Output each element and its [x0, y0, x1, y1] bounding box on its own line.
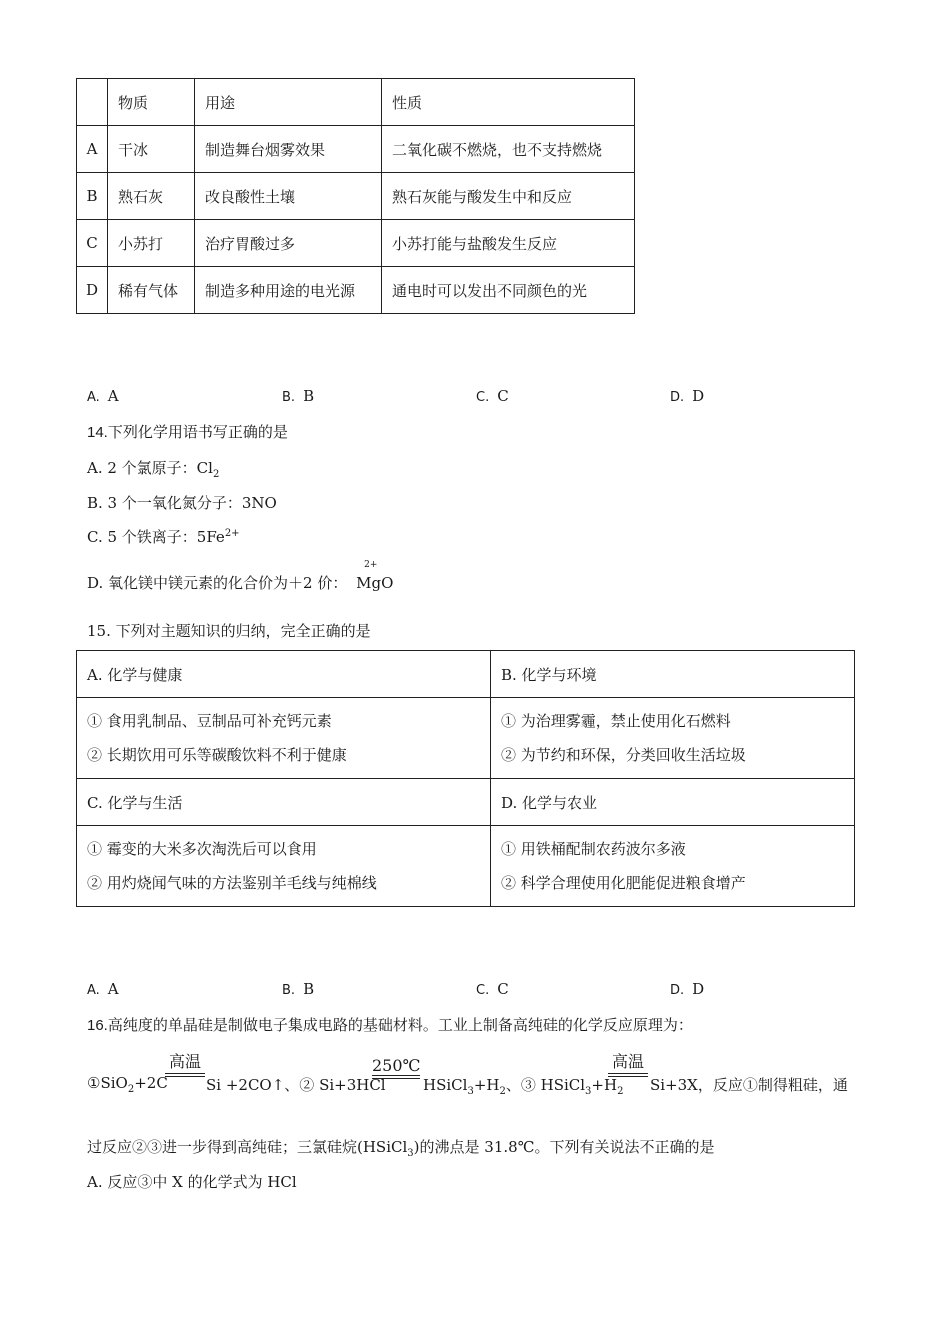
q13-option-d[interactable] [670, 387, 704, 405]
subscript: 2 [127, 1084, 135, 1095]
topic-body-a [77, 698, 491, 779]
option-letter: D. [670, 983, 685, 998]
header-cell: 用途 [195, 79, 382, 126]
formula: MgO [356, 574, 394, 592]
substance-cell: 稀有气体 [108, 267, 195, 314]
question-number: 14. [87, 424, 108, 441]
subscript: 3 [467, 1086, 474, 1097]
q13-table [76, 78, 635, 314]
list-item: ② 长期饮用可乐等碳酸饮料不利于健康 [87, 746, 347, 764]
formula-text: +H [473, 1076, 500, 1094]
formula-text: Si +2CO↑、② Si+3HCl [206, 1076, 386, 1094]
subscript: 2 [617, 1086, 624, 1097]
subscript: 3 [407, 1148, 414, 1159]
condition-text: 250℃ [372, 1056, 421, 1075]
question-text: )的沸点是 31.8℃。下列有关说法不正确的是 [413, 1138, 715, 1156]
topic-head-b: B. 化学与环境 [491, 651, 855, 698]
option-text: D. 氧化镁中镁元素的化合价为＋2 价： [87, 574, 348, 592]
option-text: A [107, 387, 119, 405]
list-item: ① 用铁桶配制农药波尔多液 [501, 840, 686, 858]
option-text: B [303, 387, 315, 405]
substance-cell: 小苏打 [108, 220, 195, 267]
q15-option-b[interactable] [282, 980, 314, 998]
list-item: ② 用灼烧闻气味的方法鉴别羊毛线与纯棉线 [87, 874, 377, 892]
list-item: ① 食用乳制品、豆制品可补充钙元素 [87, 712, 332, 730]
q14-stem [87, 421, 288, 442]
q13-option-b[interactable] [282, 387, 314, 405]
option-letter: B. [282, 983, 296, 998]
reaction-condition-3 [608, 1049, 648, 1077]
substance-cell: 熟石灰 [108, 173, 195, 220]
condition-text: 高温 [611, 1052, 644, 1071]
q15-option-d[interactable] [670, 980, 704, 998]
option-letter: B. [282, 390, 296, 405]
q14-option-c[interactable] [87, 526, 240, 547]
property-cell: 熟石灰能与酸发生中和反应 [382, 173, 635, 220]
table-row [77, 779, 855, 826]
table-row [77, 698, 855, 779]
substance-cell: 干冰 [108, 126, 195, 173]
reaction-part-1 [87, 1074, 168, 1095]
row-label: B [77, 173, 108, 220]
option-letter: A. [87, 390, 100, 405]
q16-stem-continued [87, 1136, 714, 1159]
use-cell: 治疗胃酸过多 [195, 220, 382, 267]
option-letter: A. [87, 983, 100, 998]
header-cell: 性质 [382, 79, 635, 126]
q14-option-d[interactable] [87, 560, 394, 593]
row-label: C [77, 220, 108, 267]
formula-text: HSiCl [423, 1076, 468, 1094]
formula-text: +2C [134, 1074, 168, 1092]
formula-text: 、③ HSiCl [505, 1076, 586, 1094]
reaction-condition-1 [165, 1049, 205, 1077]
question-text: 过反应②③进一步得到高纯硅；三氯硅烷(HSiCl [87, 1138, 408, 1156]
option-text: B. 3 个一氧化氮分子：3NO [87, 494, 277, 512]
list-item: ① 霉变的大米多次淘洗后可以食用 [87, 840, 317, 858]
table-header-row [77, 79, 635, 126]
q16-stem [87, 1014, 693, 1035]
q14-option-a[interactable] [87, 457, 219, 480]
subscript: 3 [585, 1086, 592, 1097]
option-text: B [303, 980, 315, 998]
q13-option-a[interactable] [87, 387, 119, 405]
property-cell: 通电时可以发出不同颜色的光 [382, 267, 635, 314]
use-cell: 改良酸性土壤 [195, 173, 382, 220]
condition-text: 高温 [168, 1052, 201, 1071]
list-item: ② 科学合理使用化肥能促进粮食增产 [501, 874, 746, 892]
option-text: A [107, 980, 119, 998]
option-letter: D. [670, 390, 685, 405]
question-text: 下列化学用语书写正确的是 [107, 423, 288, 441]
reaction-part-2 [206, 1074, 386, 1095]
table-row [77, 173, 635, 220]
q15-option-a[interactable] [87, 980, 119, 998]
q13-option-c[interactable] [476, 387, 509, 405]
valence-mark: 2+ [364, 560, 378, 570]
topic-body-c [77, 826, 491, 907]
equals-bar [165, 1073, 205, 1077]
formula-text: +H [591, 1076, 618, 1094]
topic-head-c: C. 化学与生活 [77, 779, 491, 826]
topic-body-d [491, 826, 855, 907]
q15-table [76, 650, 855, 907]
topic-head-a: A. 化学与健康 [77, 651, 491, 698]
table-row [77, 651, 855, 698]
subscript: 2 [499, 1086, 506, 1097]
use-cell: 制造舞台烟雾效果 [195, 126, 382, 173]
row-label: D [77, 267, 108, 314]
property-cell: 二氧化碳不燃烧，也不支持燃烧 [382, 126, 635, 173]
topic-head-d: D. 化学与农业 [491, 779, 855, 826]
option-text: C. 5 个铁离子：5Fe [87, 528, 225, 546]
header-cell: 物质 [108, 79, 195, 126]
formula-text: Si+3X，反应①制得粗硅，通 [650, 1076, 848, 1094]
q15-stem: 15. 下列对主题知识的归纳，完全正确的是 [87, 622, 371, 640]
subscript: 2 [212, 469, 220, 480]
option-text: D [692, 387, 705, 405]
reaction-part-3 [423, 1074, 623, 1097]
superscript: 2+ [224, 528, 240, 539]
row-label: A [77, 126, 108, 173]
question-number: 16. [87, 1017, 108, 1034]
option-letter: C. [476, 390, 490, 405]
use-cell: 制造多种用途的电光源 [195, 267, 382, 314]
formula-text: ①SiO [87, 1074, 128, 1092]
q15-option-c[interactable] [476, 980, 509, 998]
valence-formula [356, 560, 394, 592]
option-text: A. 2 个氯原子：Cl [87, 459, 213, 477]
question-text: 高纯度的单晶硅是制做电子集成电路的基础材料。工业上制备高纯硅的化学反应原理为： [107, 1016, 693, 1034]
option-text: C [497, 387, 509, 405]
option-text: D [692, 980, 705, 998]
option-letter: C. [476, 983, 490, 998]
table-row [77, 267, 635, 314]
table-row [77, 826, 855, 907]
table-row [77, 220, 635, 267]
property-cell: 小苏打能与盐酸发生反应 [382, 220, 635, 267]
header-cell [77, 79, 108, 126]
reaction-part-4 [650, 1074, 848, 1095]
q14-option-b[interactable] [87, 492, 277, 513]
q16-option-a[interactable]: A. 反应③中 X 的化学式为 HCl [87, 1173, 297, 1191]
list-item: ① 为治理雾霾，禁止使用化石燃料 [501, 712, 731, 730]
list-item: ② 为节约和环保，分类回收生活垃圾 [501, 746, 746, 764]
table-row [77, 126, 635, 173]
topic-body-b [491, 698, 855, 779]
option-text: C [497, 980, 509, 998]
